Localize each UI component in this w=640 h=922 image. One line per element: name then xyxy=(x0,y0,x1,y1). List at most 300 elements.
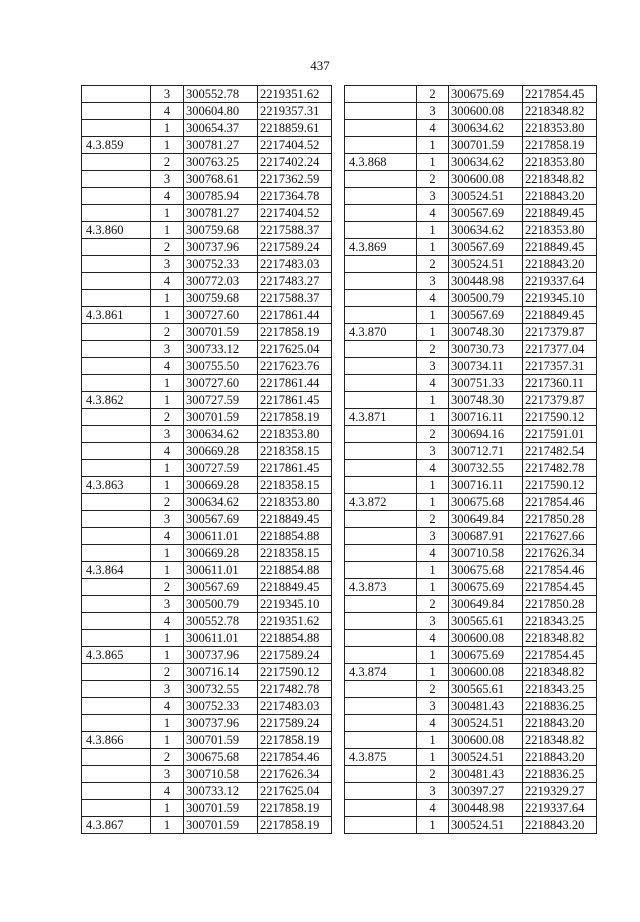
parcel-id-cell xyxy=(345,86,417,103)
y-coordinate-cell: 2217482.78 xyxy=(523,460,597,477)
point-number-cell: 1 xyxy=(151,460,184,477)
table-row xyxy=(82,307,332,324)
y-coordinate-cell: 2218854.88 xyxy=(258,562,332,579)
parcel-id-cell: 4.3.860 xyxy=(82,222,151,239)
parcel-id-cell xyxy=(345,613,417,630)
table-row xyxy=(345,443,597,460)
table-row xyxy=(345,477,597,494)
point-number-cell: 1 xyxy=(151,630,184,647)
point-number-cell: 1 xyxy=(417,494,449,511)
table-row xyxy=(345,103,597,120)
x-coordinate-cell: 300710.58 xyxy=(449,545,523,562)
y-coordinate-cell: 2217861.45 xyxy=(258,392,332,409)
parcel-id-cell: 4.3.863 xyxy=(82,477,151,494)
parcel-id-cell xyxy=(82,511,151,528)
table-row xyxy=(82,477,332,494)
point-number-cell: 3 xyxy=(151,86,184,103)
point-number-cell: 1 xyxy=(151,222,184,239)
point-number-cell: 1 xyxy=(417,392,449,409)
x-coordinate-cell: 300524.51 xyxy=(449,256,523,273)
x-coordinate-cell: 300751.33 xyxy=(449,375,523,392)
x-coordinate-cell: 300500.79 xyxy=(184,596,258,613)
parcel-id-cell xyxy=(345,800,417,817)
point-number-cell: 3 xyxy=(417,358,449,375)
table-row xyxy=(82,749,332,766)
parcel-id-cell: 4.3.873 xyxy=(345,579,417,596)
y-coordinate-cell: 2217483.03 xyxy=(258,256,332,273)
y-coordinate-cell: 2217625.04 xyxy=(258,341,332,358)
point-number-cell: 2 xyxy=(417,766,449,783)
table-row xyxy=(82,426,332,443)
point-number-cell: 1 xyxy=(151,647,184,664)
x-coordinate-cell: 300755.50 xyxy=(184,358,258,375)
parcel-id-cell xyxy=(82,86,151,103)
x-coordinate-cell: 300600.08 xyxy=(449,664,523,681)
point-number-cell: 3 xyxy=(417,698,449,715)
table-row xyxy=(82,324,332,341)
table-row xyxy=(345,273,597,290)
x-coordinate-cell: 300727.59 xyxy=(184,460,258,477)
parcel-id-cell xyxy=(345,732,417,749)
table-row xyxy=(345,766,597,783)
point-number-cell: 3 xyxy=(151,681,184,698)
point-number-cell: 3 xyxy=(151,596,184,613)
point-number-cell: 4 xyxy=(417,120,449,137)
parcel-id-cell xyxy=(345,426,417,443)
x-coordinate-cell: 300748.30 xyxy=(449,324,523,341)
parcel-id-cell: 4.3.866 xyxy=(82,732,151,749)
x-coordinate-cell: 300763.25 xyxy=(184,154,258,171)
point-number-cell: 1 xyxy=(151,477,184,494)
parcel-id-cell xyxy=(82,545,151,562)
parcel-id-cell xyxy=(345,120,417,137)
parcel-id-cell xyxy=(82,239,151,256)
point-number-cell: 2 xyxy=(151,579,184,596)
y-coordinate-cell: 2217858.19 xyxy=(258,324,332,341)
x-coordinate-cell: 300759.68 xyxy=(184,290,258,307)
y-coordinate-cell: 2217858.19 xyxy=(258,800,332,817)
parcel-id-cell xyxy=(82,375,151,392)
x-coordinate-cell: 300649.84 xyxy=(449,511,523,528)
table-row xyxy=(345,409,597,426)
table-row xyxy=(82,783,332,800)
point-number-cell: 4 xyxy=(151,188,184,205)
parcel-id-cell xyxy=(82,800,151,817)
x-coordinate-cell: 300654.37 xyxy=(184,120,258,137)
parcel-id-cell xyxy=(345,341,417,358)
point-number-cell: 1 xyxy=(151,290,184,307)
table-row xyxy=(345,154,597,171)
parcel-id-cell xyxy=(82,528,151,545)
point-number-cell: 2 xyxy=(151,494,184,511)
parcel-id-cell xyxy=(345,817,417,834)
point-number-cell: 2 xyxy=(417,171,449,188)
table-row xyxy=(345,817,597,834)
point-number-cell: 1 xyxy=(151,545,184,562)
x-coordinate-cell: 300716.11 xyxy=(449,477,523,494)
parcel-id-cell xyxy=(82,426,151,443)
parcel-id-cell: 4.3.869 xyxy=(345,239,417,256)
y-coordinate-cell: 2218843.20 xyxy=(523,715,597,732)
parcel-id-cell xyxy=(345,766,417,783)
x-coordinate-cell: 300701.59 xyxy=(184,800,258,817)
parcel-id-cell: 4.3.874 xyxy=(345,664,417,681)
table-row xyxy=(82,154,332,171)
parcel-id-cell xyxy=(345,103,417,120)
table-row xyxy=(82,630,332,647)
table-row xyxy=(345,562,597,579)
y-coordinate-cell: 2218836.25 xyxy=(523,698,597,715)
point-number-cell: 3 xyxy=(417,273,449,290)
x-coordinate-cell: 300733.12 xyxy=(184,783,258,800)
table-row xyxy=(345,460,597,477)
y-coordinate-cell: 2218854.88 xyxy=(258,630,332,647)
y-coordinate-cell: 2217626.34 xyxy=(523,545,597,562)
parcel-id-cell: 4.3.861 xyxy=(82,307,151,324)
parcel-id-cell: 4.3.864 xyxy=(82,562,151,579)
table-row xyxy=(345,256,597,273)
x-coordinate-cell: 300701.59 xyxy=(184,409,258,426)
y-coordinate-cell: 2217854.46 xyxy=(258,749,332,766)
x-coordinate-cell: 300448.98 xyxy=(449,800,523,817)
x-coordinate-cell: 300694.16 xyxy=(449,426,523,443)
point-number-cell: 4 xyxy=(417,800,449,817)
parcel-id-cell: 4.3.875 xyxy=(345,749,417,766)
parcel-id-cell xyxy=(82,443,151,460)
point-number-cell: 3 xyxy=(417,613,449,630)
table-body-left xyxy=(82,86,332,834)
point-number-cell: 1 xyxy=(417,817,449,834)
y-coordinate-cell: 2217861.45 xyxy=(258,460,332,477)
y-coordinate-cell: 2217364.78 xyxy=(258,188,332,205)
x-coordinate-cell: 300727.60 xyxy=(184,375,258,392)
x-coordinate-cell: 300675.68 xyxy=(449,494,523,511)
table-row xyxy=(345,494,597,511)
y-coordinate-cell: 2218854.88 xyxy=(258,528,332,545)
x-coordinate-cell: 300737.96 xyxy=(184,239,258,256)
parcel-id-cell xyxy=(82,188,151,205)
parcel-id-cell xyxy=(345,698,417,715)
point-number-cell: 4 xyxy=(151,103,184,120)
y-coordinate-cell: 2218343.25 xyxy=(523,681,597,698)
parcel-id-cell xyxy=(82,154,151,171)
point-number-cell: 1 xyxy=(417,749,449,766)
parcel-id-cell xyxy=(345,375,417,392)
x-coordinate-cell: 300634.62 xyxy=(449,222,523,239)
x-coordinate-cell: 300604.80 xyxy=(184,103,258,120)
table-row xyxy=(345,307,597,324)
x-coordinate-cell: 300752.33 xyxy=(184,698,258,715)
x-coordinate-cell: 300397.27 xyxy=(449,783,523,800)
parcel-id-cell xyxy=(345,290,417,307)
x-coordinate-cell: 300785.94 xyxy=(184,188,258,205)
x-coordinate-cell: 300752.33 xyxy=(184,256,258,273)
table-row xyxy=(82,290,332,307)
point-number-cell: 2 xyxy=(417,596,449,613)
parcel-id-cell xyxy=(345,715,417,732)
parcel-id-cell xyxy=(345,137,417,154)
point-number-cell: 2 xyxy=(417,681,449,698)
table-row xyxy=(82,256,332,273)
x-coordinate-cell: 300524.51 xyxy=(449,749,523,766)
table-row xyxy=(345,120,597,137)
x-coordinate-cell: 300727.60 xyxy=(184,307,258,324)
table-row xyxy=(82,545,332,562)
y-coordinate-cell: 2218859.61 xyxy=(258,120,332,137)
table-row xyxy=(345,290,597,307)
x-coordinate-cell: 300649.84 xyxy=(449,596,523,613)
y-coordinate-cell: 2218849.45 xyxy=(523,205,597,222)
x-coordinate-cell: 300675.69 xyxy=(449,86,523,103)
table-row xyxy=(82,596,332,613)
table-row xyxy=(345,545,597,562)
parcel-id-cell xyxy=(345,545,417,562)
x-coordinate-cell: 300634.62 xyxy=(449,120,523,137)
point-number-cell: 1 xyxy=(151,392,184,409)
point-number-cell: 1 xyxy=(417,664,449,681)
table-row xyxy=(345,511,597,528)
point-number-cell: 4 xyxy=(151,528,184,545)
table-row xyxy=(82,188,332,205)
y-coordinate-cell: 2219345.10 xyxy=(258,596,332,613)
y-coordinate-cell: 2218849.45 xyxy=(523,307,597,324)
point-number-cell: 1 xyxy=(151,562,184,579)
parcel-id-cell xyxy=(82,273,151,290)
x-coordinate-cell: 300734.11 xyxy=(449,358,523,375)
parcel-id-cell xyxy=(345,477,417,494)
y-coordinate-cell: 2217858.19 xyxy=(258,409,332,426)
parcel-id-cell xyxy=(345,443,417,460)
x-coordinate-cell: 300675.69 xyxy=(449,647,523,664)
y-coordinate-cell: 2217589.24 xyxy=(258,239,332,256)
y-coordinate-cell: 2217858.19 xyxy=(523,137,597,154)
x-coordinate-cell: 300611.01 xyxy=(184,630,258,647)
point-number-cell: 3 xyxy=(151,511,184,528)
point-number-cell: 4 xyxy=(151,698,184,715)
table-row xyxy=(82,528,332,545)
point-number-cell: 1 xyxy=(417,477,449,494)
y-coordinate-cell: 2219351.62 xyxy=(258,86,332,103)
table-row xyxy=(345,596,597,613)
point-number-cell: 4 xyxy=(151,273,184,290)
table-row xyxy=(345,171,597,188)
table-row xyxy=(345,528,597,545)
table-row xyxy=(82,120,332,137)
table-row xyxy=(82,409,332,426)
point-number-cell: 1 xyxy=(151,732,184,749)
point-number-cell: 4 xyxy=(417,290,449,307)
x-coordinate-cell: 300669.28 xyxy=(184,443,258,460)
x-coordinate-cell: 300481.43 xyxy=(449,698,523,715)
x-coordinate-cell: 300710.58 xyxy=(184,766,258,783)
point-number-cell: 1 xyxy=(151,375,184,392)
y-coordinate-cell: 2218353.80 xyxy=(523,120,597,137)
y-coordinate-cell: 2217623.76 xyxy=(258,358,332,375)
x-coordinate-cell: 300567.69 xyxy=(449,239,523,256)
parcel-id-cell xyxy=(82,341,151,358)
y-coordinate-cell: 2217362.59 xyxy=(258,171,332,188)
parcel-id-cell xyxy=(82,681,151,698)
table-row xyxy=(82,443,332,460)
y-coordinate-cell: 2218353.80 xyxy=(258,494,332,511)
table-row xyxy=(345,732,597,749)
x-coordinate-cell: 300716.14 xyxy=(184,664,258,681)
parcel-id-cell xyxy=(345,222,417,239)
parcel-id-cell xyxy=(82,698,151,715)
parcel-id-cell xyxy=(82,630,151,647)
point-number-cell: 1 xyxy=(417,324,449,341)
x-coordinate-cell: 300524.51 xyxy=(449,817,523,834)
y-coordinate-cell: 2217627.66 xyxy=(523,528,597,545)
y-coordinate-cell: 2219337.64 xyxy=(523,800,597,817)
x-coordinate-cell: 300552.78 xyxy=(184,613,258,630)
y-coordinate-cell: 2217402.24 xyxy=(258,154,332,171)
table-row xyxy=(82,766,332,783)
table-row xyxy=(345,681,597,698)
parcel-id-cell xyxy=(82,766,151,783)
parcel-id-cell xyxy=(82,103,151,120)
x-coordinate-cell: 300567.69 xyxy=(184,511,258,528)
x-coordinate-cell: 300567.69 xyxy=(449,205,523,222)
parcel-id-cell xyxy=(82,664,151,681)
y-coordinate-cell: 2217854.46 xyxy=(523,562,597,579)
point-number-cell: 1 xyxy=(151,120,184,137)
table-row xyxy=(345,800,597,817)
point-number-cell: 1 xyxy=(417,154,449,171)
y-coordinate-cell: 2218843.20 xyxy=(523,188,597,205)
point-number-cell: 3 xyxy=(151,256,184,273)
parcel-id-cell xyxy=(82,579,151,596)
x-coordinate-cell: 300552.78 xyxy=(184,86,258,103)
point-number-cell: 2 xyxy=(151,324,184,341)
y-coordinate-cell: 2217591.01 xyxy=(523,426,597,443)
point-number-cell: 2 xyxy=(417,86,449,103)
y-coordinate-cell: 2217626.34 xyxy=(258,766,332,783)
point-number-cell: 2 xyxy=(151,239,184,256)
x-coordinate-cell: 300500.79 xyxy=(449,290,523,307)
table-row xyxy=(82,239,332,256)
parcel-id-cell xyxy=(345,358,417,375)
parcel-id-cell xyxy=(82,324,151,341)
point-number-cell: 4 xyxy=(417,630,449,647)
x-coordinate-cell: 300701.59 xyxy=(184,324,258,341)
table-row xyxy=(345,239,597,256)
table-row xyxy=(82,698,332,715)
point-number-cell: 1 xyxy=(151,205,184,222)
x-coordinate-cell: 300675.69 xyxy=(449,579,523,596)
x-coordinate-cell: 300669.28 xyxy=(184,545,258,562)
parcel-id-cell: 4.3.862 xyxy=(82,392,151,409)
y-coordinate-cell: 2217850.28 xyxy=(523,511,597,528)
table-row xyxy=(345,749,597,766)
parcel-id-cell xyxy=(82,613,151,630)
x-coordinate-cell: 300701.59 xyxy=(184,817,258,834)
table-row xyxy=(345,86,597,103)
point-number-cell: 1 xyxy=(417,647,449,664)
table-row xyxy=(82,392,332,409)
table-row xyxy=(345,137,597,154)
point-number-cell: 1 xyxy=(417,579,449,596)
y-coordinate-cell: 2217357.31 xyxy=(523,358,597,375)
table-row xyxy=(82,647,332,664)
parcel-id-cell: 4.3.867 xyxy=(82,817,151,834)
y-coordinate-cell: 2217482.78 xyxy=(258,681,332,698)
table-row xyxy=(82,460,332,477)
point-number-cell: 4 xyxy=(151,358,184,375)
y-coordinate-cell: 2217483.27 xyxy=(258,273,332,290)
point-number-cell: 1 xyxy=(417,562,449,579)
x-coordinate-cell: 300524.51 xyxy=(449,188,523,205)
point-number-cell: 2 xyxy=(151,749,184,766)
table-row xyxy=(345,613,597,630)
x-coordinate-cell: 300567.69 xyxy=(449,307,523,324)
x-coordinate-cell: 300730.73 xyxy=(449,341,523,358)
y-coordinate-cell: 2217590.12 xyxy=(523,477,597,494)
y-coordinate-cell: 2218348.82 xyxy=(523,630,597,647)
y-coordinate-cell: 2217590.12 xyxy=(258,664,332,681)
parcel-id-cell xyxy=(345,562,417,579)
x-coordinate-cell: 300768.61 xyxy=(184,171,258,188)
y-coordinate-cell: 2217588.37 xyxy=(258,222,332,239)
y-coordinate-cell: 2217379.87 xyxy=(523,392,597,409)
y-coordinate-cell: 2217861.44 xyxy=(258,375,332,392)
point-number-cell: 3 xyxy=(151,341,184,358)
x-coordinate-cell: 300759.68 xyxy=(184,222,258,239)
x-coordinate-cell: 300733.12 xyxy=(184,341,258,358)
x-coordinate-cell: 300675.68 xyxy=(184,749,258,766)
y-coordinate-cell: 2217590.12 xyxy=(523,409,597,426)
x-coordinate-cell: 300611.01 xyxy=(184,562,258,579)
point-number-cell: 2 xyxy=(417,256,449,273)
point-number-cell: 3 xyxy=(151,766,184,783)
table-row xyxy=(82,681,332,698)
y-coordinate-cell: 2218358.15 xyxy=(258,477,332,494)
table-row xyxy=(345,324,597,341)
table-row xyxy=(82,494,332,511)
x-coordinate-cell: 300448.98 xyxy=(449,273,523,290)
y-coordinate-cell: 2218358.15 xyxy=(258,443,332,460)
table-row xyxy=(82,86,332,103)
point-number-cell: 2 xyxy=(417,426,449,443)
x-coordinate-cell: 300732.55 xyxy=(184,681,258,698)
table-row xyxy=(82,817,332,834)
table-row xyxy=(82,800,332,817)
y-coordinate-cell: 2218353.80 xyxy=(523,222,597,239)
x-coordinate-cell: 300524.51 xyxy=(449,715,523,732)
point-number-cell: 1 xyxy=(151,715,184,732)
y-coordinate-cell: 2217850.28 xyxy=(523,596,597,613)
point-number-cell: 2 xyxy=(151,664,184,681)
parcel-id-cell: 4.3.872 xyxy=(345,494,417,511)
y-coordinate-cell: 2218358.15 xyxy=(258,545,332,562)
parcel-id-cell xyxy=(345,171,417,188)
y-coordinate-cell: 2217861.44 xyxy=(258,307,332,324)
parcel-id-cell xyxy=(345,392,417,409)
point-number-cell: 3 xyxy=(417,188,449,205)
y-coordinate-cell: 2218348.82 xyxy=(523,171,597,188)
y-coordinate-cell: 2218348.82 xyxy=(523,664,597,681)
y-coordinate-cell: 2217404.52 xyxy=(258,205,332,222)
parcel-id-cell xyxy=(82,749,151,766)
y-coordinate-cell: 2217854.45 xyxy=(523,579,597,596)
y-coordinate-cell: 2217588.37 xyxy=(258,290,332,307)
x-coordinate-cell: 300781.27 xyxy=(184,137,258,154)
parcel-id-cell: 4.3.859 xyxy=(82,137,151,154)
parcel-id-cell xyxy=(82,409,151,426)
table-row xyxy=(82,613,332,630)
y-coordinate-cell: 2219329.27 xyxy=(523,783,597,800)
y-coordinate-cell: 2219345.10 xyxy=(523,290,597,307)
